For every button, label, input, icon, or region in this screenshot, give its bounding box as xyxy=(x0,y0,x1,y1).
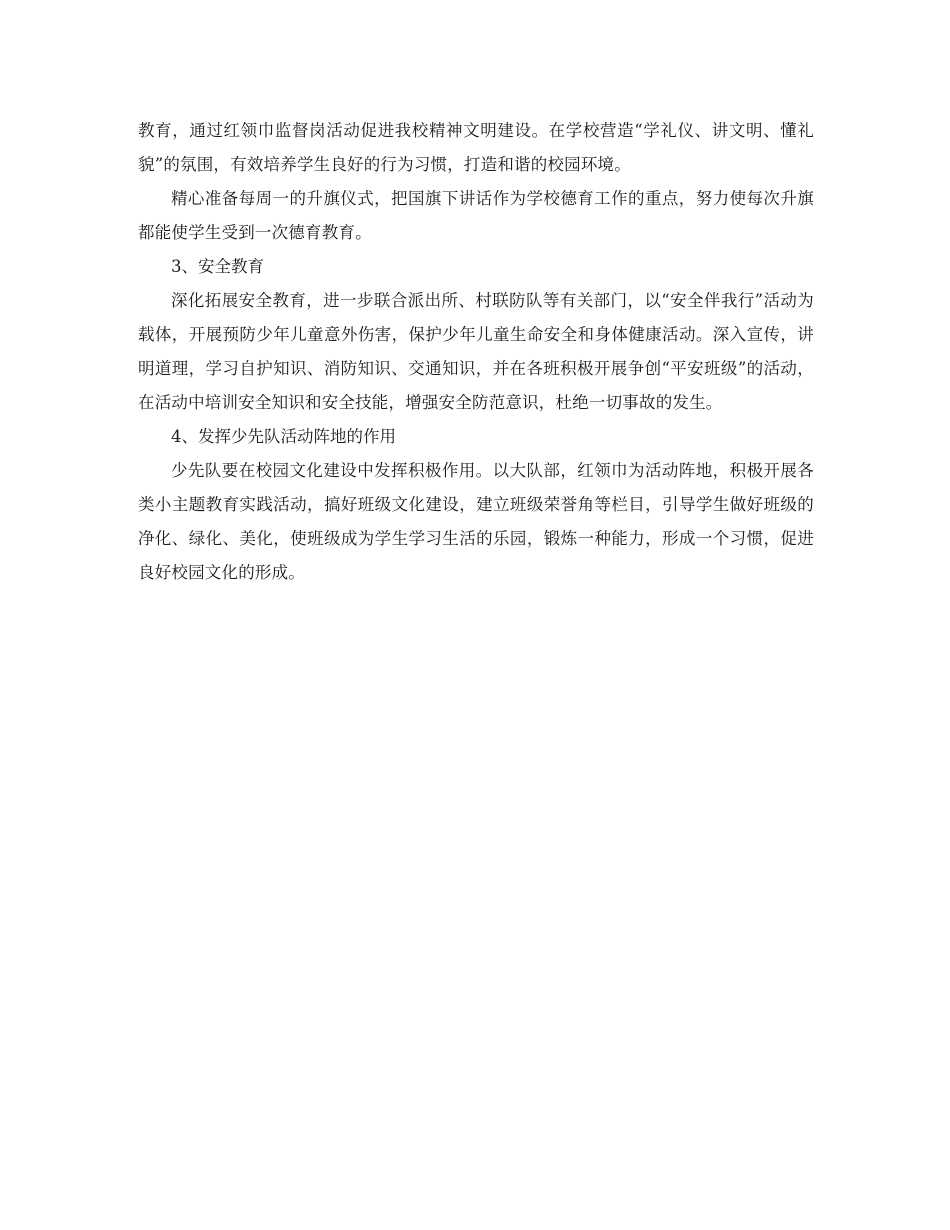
paragraph-safety-education: 深化拓展安全教育，进一步联合派出所、村联防队等有关部门，以“安全伴我行”活动为载体，开展预防少年儿童意外伤害，保护少年儿童生命安全和身体健康活动。深入宣传，讲明道理，学习自护知识、消防知识、交通知识，并在各班积极开展争创“平安班级”的活动，在活动中培训安全知识和安全技能，增强安全防范意识，杜绝一切事故的发生。 xyxy=(138,291,814,412)
document-body xyxy=(138,114,814,590)
paragraph-pioneer-activities: 少先队要在校园文化建设中发挥积极作用。以大队部，红领巾为活动阵地，积极开展各类小主题教育实践活动，搞好班级文化建设，建立班级荣誉角等栏目，引导学生做好班级的净化、绿化、美化，使班级成为学生学习生活的乐园，锻炼一种能力，形成一个习惯，促进良好校园文化的形成。 xyxy=(138,461,814,582)
paragraph-continuation-civility: 教育，通过红领巾监督岗活动促进我校精神文明建设。在学校营造“学礼仪、讲文明、懂礼貌”的氛围，有效培养学生良好的行为习惯，打造和谐的校园环境。 xyxy=(138,121,814,174)
section-heading-safety-education: 3、安全教育 xyxy=(171,257,264,276)
paragraph-flag-ceremony: 精心准备每周一的升旗仪式，把国旗下讲话作为学校德育工作的重点，努力使每次升旗都能使学生受到一次德育教育。 xyxy=(138,189,814,242)
section-heading-pioneer-activities: 4、发挥少先队活动阵地的作用 xyxy=(171,427,396,446)
